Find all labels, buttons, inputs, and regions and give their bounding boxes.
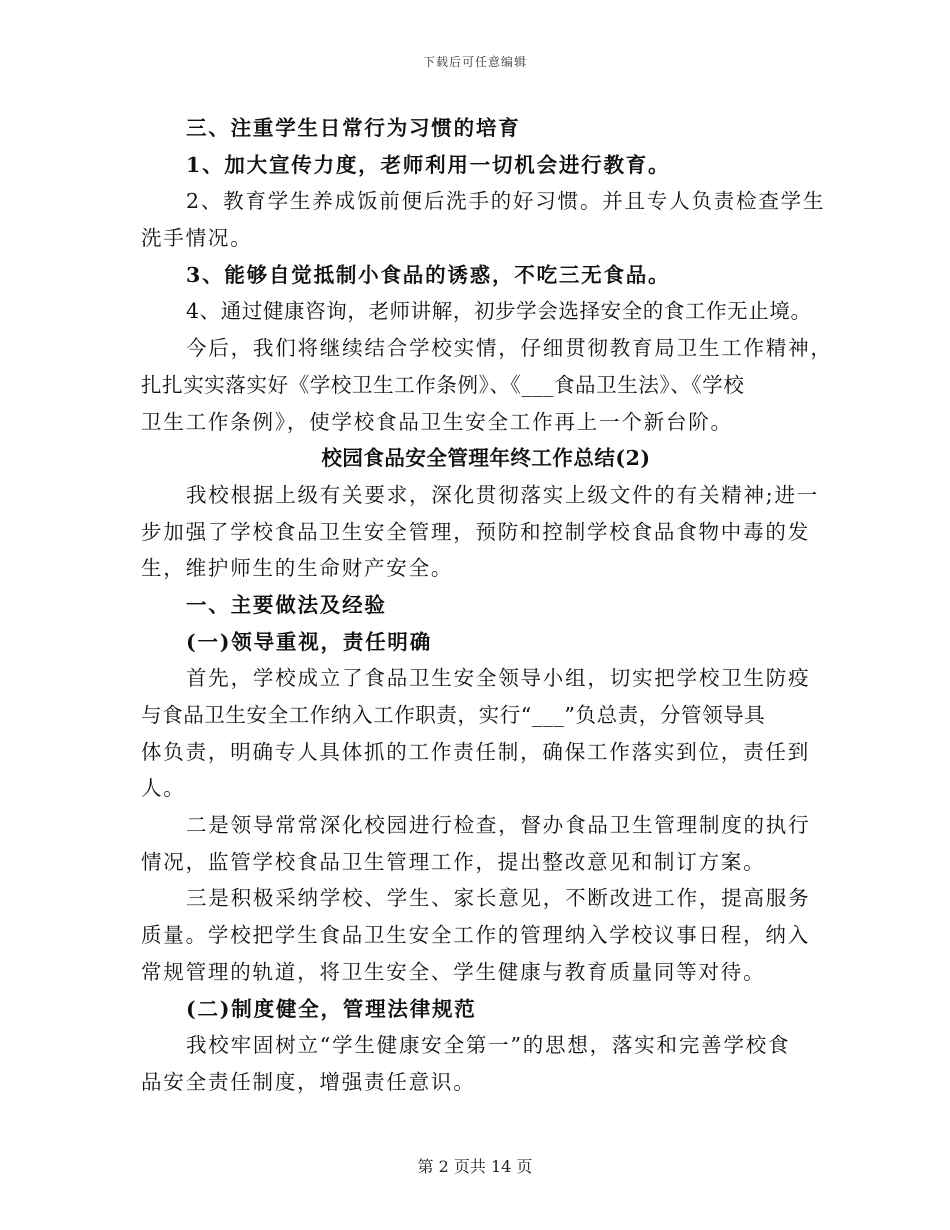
page-footer: 第 2 页共 14 页 — [417, 1157, 533, 1176]
paragraph-line: 今后，我们将继续结合学校实情，仔细贯彻教育局卫生工作精神， — [186, 336, 833, 361]
subsection-heading: (一)领导重视，责任明确 — [186, 629, 432, 654]
paragraph-line: 与食品卫生安全工作纳入工作职责，实行“___”负总责，分管领导具 — [141, 703, 766, 727]
paragraph-line: 质量。学校把学生食品卫生安全工作的管理纳入学校议事日程，纳入 — [141, 923, 810, 948]
article-title: 校园食品安全管理年终工作总结(2) — [321, 446, 651, 471]
list-item: 2、教育学生养成饭前便后洗手的好习惯。并且专人负责检查学生 — [186, 189, 826, 214]
paragraph-line: 情况，监管学校食品卫生管理工作，提出整改意见和制订方案。 — [141, 849, 766, 874]
paragraph-line: 首先，学校成立了食品卫生安全领导小组，切实把学校卫生防疫 — [186, 666, 811, 691]
page-header: 下载后可任意编辑 — [422, 55, 527, 69]
list-item: 3、能够自觉抵制小食品的诱惑，不吃三无食品。 — [186, 262, 671, 287]
list-item: 1、加大宣传力度，老师利用一切机会进行教育。 — [186, 152, 671, 177]
list-item: 4、通过健康咨询，老师讲解，初步学会选择安全的食工作无止境。 — [186, 299, 812, 324]
paragraph-line: 品安全责任制度，增强责任意识。 — [141, 1069, 476, 1094]
paragraph-line: 步加强了学校食品卫生安全管理，预防和控制学校食品食物中毒的发 — [141, 519, 810, 544]
paragraph-line: 体负责，明确专人具体抓的工作责任制，确保工作落实到位，责任到 — [141, 739, 810, 764]
document-body — [141, 110, 831, 1101]
paragraph-line: 生，维护师生的生命财产安全。 — [141, 556, 454, 581]
paragraph-line: 三是积极采纳学校、学生、家长意见，不断改进工作，提高服务 — [186, 886, 811, 911]
paragraph-line: 人。 — [141, 776, 186, 801]
paragraph-line: 我校根据上级有关要求，深化贯彻落实上级文件的有关精神;进一 — [186, 482, 820, 507]
section-heading: 一、主要做法及经验 — [186, 592, 387, 617]
section-heading: 三、注重学生日常行为习惯的培育 — [186, 116, 521, 140]
paragraph-line: 我校牢固树立“学生健康安全第一”的思想，落实和完善学校食 — [186, 1033, 791, 1058]
paragraph-line: 洗手情况。 — [141, 226, 253, 251]
subsection-heading: (二)制度健全，管理法律规范 — [186, 996, 477, 1021]
paragraph-line: 常规管理的轨道，将卫生安全、学生健康与教育质量同等对待。 — [141, 959, 766, 984]
paragraph-line: 扎扎实实落实好《学校卫生工作条例》、《___食品卫生法》、《学校 — [141, 372, 745, 397]
paragraph-line: 二是领导常常深化校园进行检查，督办食品卫生管理制度的执行 — [186, 813, 811, 838]
paragraph-line: 卫生工作条例》，使学校食品卫生安全工作再上一个新台阶。 — [141, 409, 733, 434]
